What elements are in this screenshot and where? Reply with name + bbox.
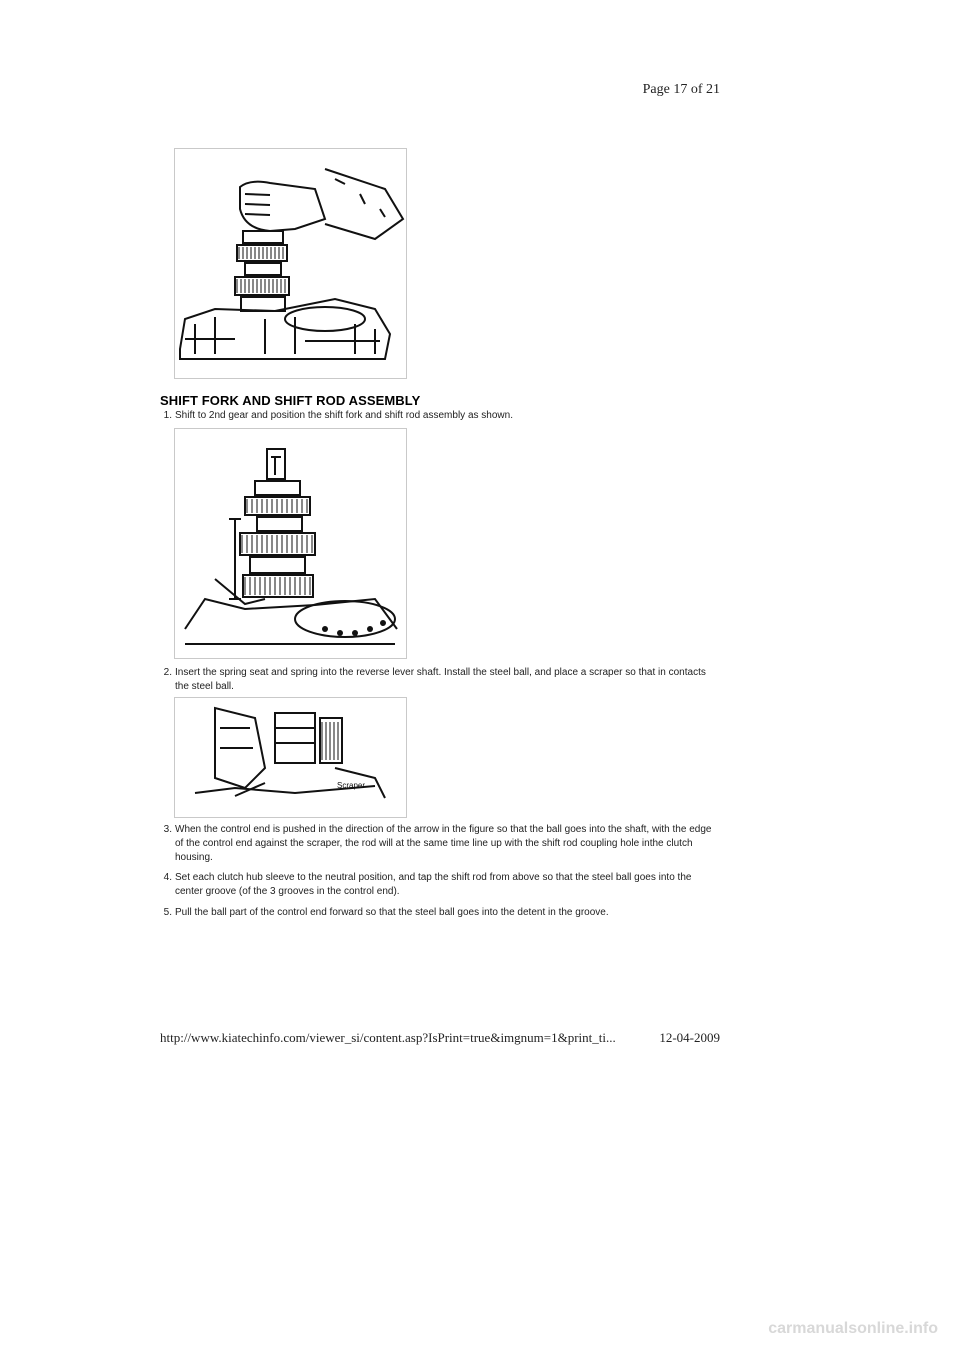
step-text: Shift to 2nd gear and position the shift fork and shift rod assembly as shown. [175,410,513,421]
step-text: When the control end is pushed in the direction of the arrow in the figure so that the ball goes into the shaft, with the edge of the control end against the scraper, the rod will at the same time line up with the shift rod coupling hole inthe clutch housing. [175,824,712,863]
watermark: carmanualsonline.info [768,1320,938,1337]
step-text: Set each clutch hub sleeve to the neutral position, and tap the shift rod from above so that the steel ball goes into the center groove (of the 3 grooves in the control end). [175,872,692,897]
figure-shift-fork-assembly [174,428,407,659]
scraper-illustration [175,698,406,817]
step-3 [160,823,720,867]
page-number: Page 17 of 21 [642,82,720,97]
scraper-label: Scraper [337,781,366,790]
footer-url: http://www.kiatechinfo.com/viewer_si/content.asp?IsPrint=true&imgnum=1&print_ti... [160,1030,616,1045]
step-text: Pull the ball part of the control end forward so that the steel ball goes into the detent in the groove. [175,907,609,918]
shift-fork-illustration [175,429,406,658]
figure-scraper-placement [174,697,407,818]
step-1 [160,409,720,425]
footer-date: 12-04-2009 [659,1030,720,1045]
step-number: 3. [163,824,172,835]
step-text: Insert the spring seat and spring into the reverse lever shaft. Install the steel ball, and place a scraper so that in contacts the steel ball. [175,667,706,692]
step-number: 1. [163,410,172,421]
step-5 [160,906,720,922]
step-2 [160,666,720,696]
step-4 [160,871,720,901]
gear-shaft-illustration [175,149,406,378]
step-number: 4. [163,872,172,883]
step-number: 5. [163,907,172,918]
step-number: 2. [163,667,172,678]
section-title: SHIFT FORK AND SHIFT ROD ASSEMBLY [160,393,421,408]
figure-gear-shaft-install [174,148,407,379]
